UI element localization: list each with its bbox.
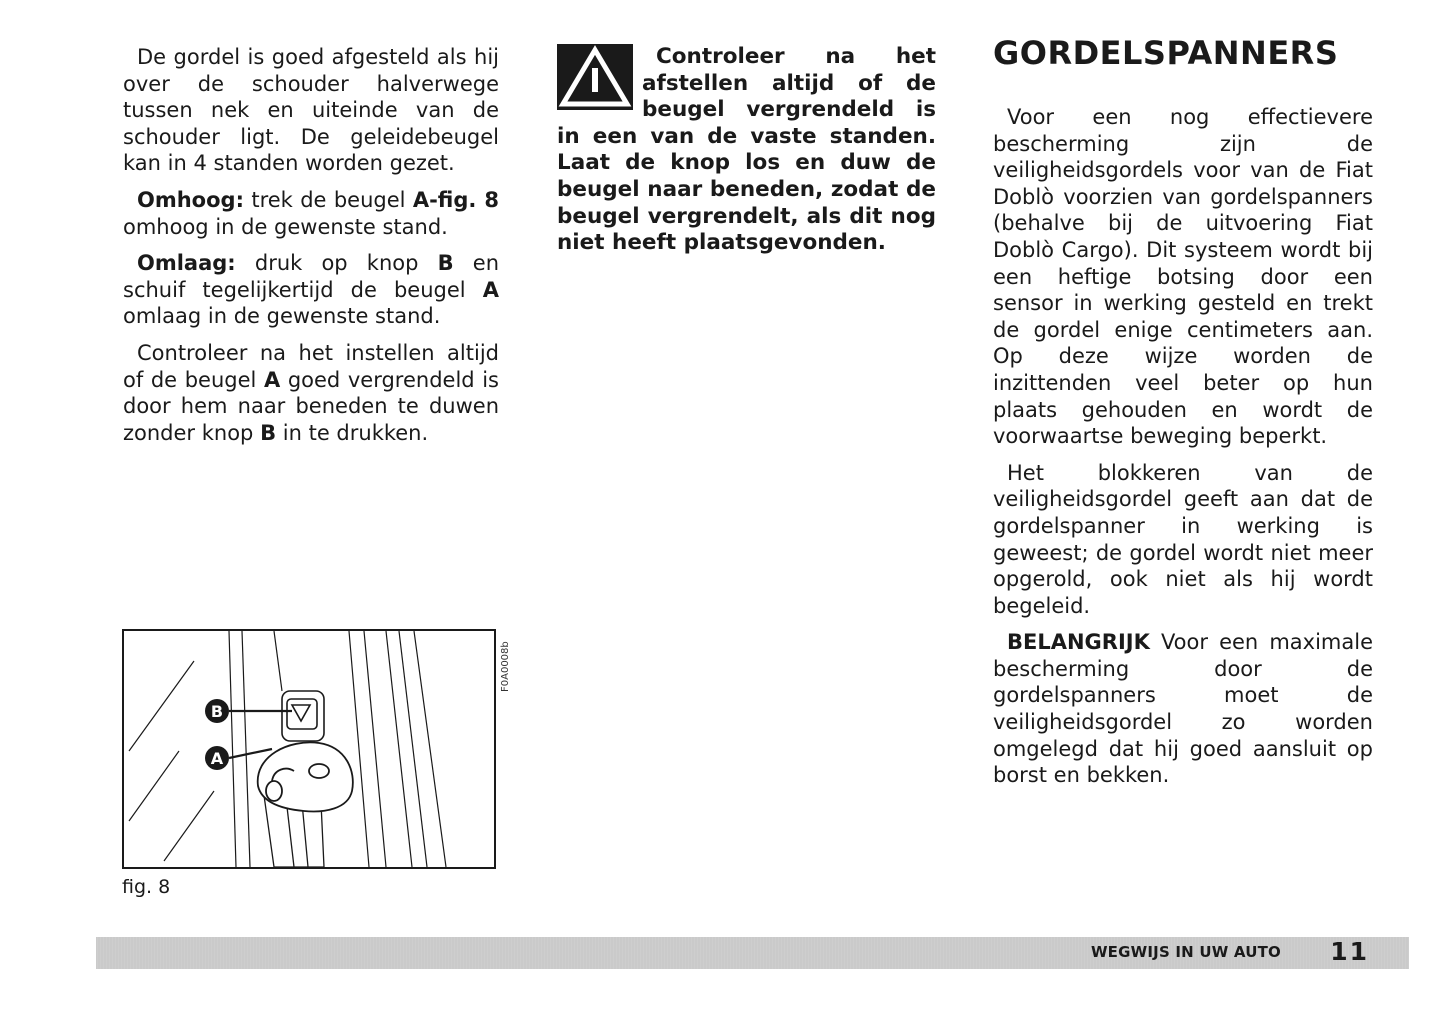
- paragraph-omlaag: Omlaag: druk op knop B en schuif tegelijkertijd de beugel A omlaag in de gewenste stand.: [123, 251, 500, 329]
- paragraph-omhoog: Omhoog: trek de beugel A-fig. 8 omhoog in de gewenste stand.: [123, 187, 499, 239]
- figure-8-illustration: [122, 629, 496, 869]
- figure-caption: fig. 8: [122, 876, 171, 898]
- left-column: [123, 44, 499, 456]
- callout-b-label: B: [210, 702, 224, 721]
- paragraph-gordelspanners: Voor een nog effectievere bescherming zijn de veiligheidsgordels voor van de Fiat Doblò voorzien van gordelspanners (behalve bij de uitvoering Fiat Doblò Cargo). Dit systeem wordt bij een heftige botsing door een sensor in werking gesteld en trekt de gordel enige centimeters aan. Op deze wijze worden de inzittenden veel beter op hun plaats gehouden en wordt de voorwaartse beweging beperkt.: [993, 105, 1373, 449]
- paragraph-belangrijk: BELANGRIJK Voor een maximale bescherming door de gordelspanners moet de veiligheidsgordel zo worden omgelegd dat hij goed aansluit op borst en bekken.: [993, 630, 1373, 788]
- footer-section-label: WEGWIJS IN UW AUTO: [1090, 943, 1281, 961]
- paragraph-check: Controleer na het instellen altijd of de beugel A goed vergrendeld is door hem naar beneden te duwen zonder knop B in te drukken.: [123, 340, 499, 445]
- section-title: GORDELSPANNERS: [993, 34, 1339, 72]
- paragraph-adjustment: De gordel is goed afgesteld als hij over de schouder halverwege tussen nek en uiteinde van de schouder ligt. De geleidebeugel kan in 4 standen worden gezet.: [123, 45, 499, 176]
- figure-code: F0A0008b: [500, 641, 511, 692]
- paragraph-blokkeren: Het blokkeren van de veiligheidsgordel geeft aan dat de gordelspanner in werking is geweest; de gordel wordt niet meer opgerold, ook niet als hij wordt begeleid.: [993, 460, 1373, 618]
- callout-a-label: A: [210, 749, 224, 768]
- page-footer: [96, 937, 1409, 969]
- warning-block: [557, 44, 936, 267]
- warning-text: Controleer na het afstellen altijd of de beugel vergrendeld is in een van de vaste standen. Laat de knop los en duw de beugel naar beneden, zodat de beugel vergrendelt, als dit nog niet heeft plaatsgevonden.: [557, 44, 936, 256]
- ref-a-fig8: A-fig. 8: [412, 187, 499, 212]
- label-belangrijk: BELANGRIJK: [1007, 630, 1150, 655]
- right-column: [993, 104, 1373, 799]
- label-omhoog: Omhoog:: [137, 187, 244, 212]
- page-number: 11: [1330, 937, 1369, 966]
- warning-triangle-icon: [557, 44, 633, 110]
- label-omlaag: Omlaag:: [137, 251, 236, 276]
